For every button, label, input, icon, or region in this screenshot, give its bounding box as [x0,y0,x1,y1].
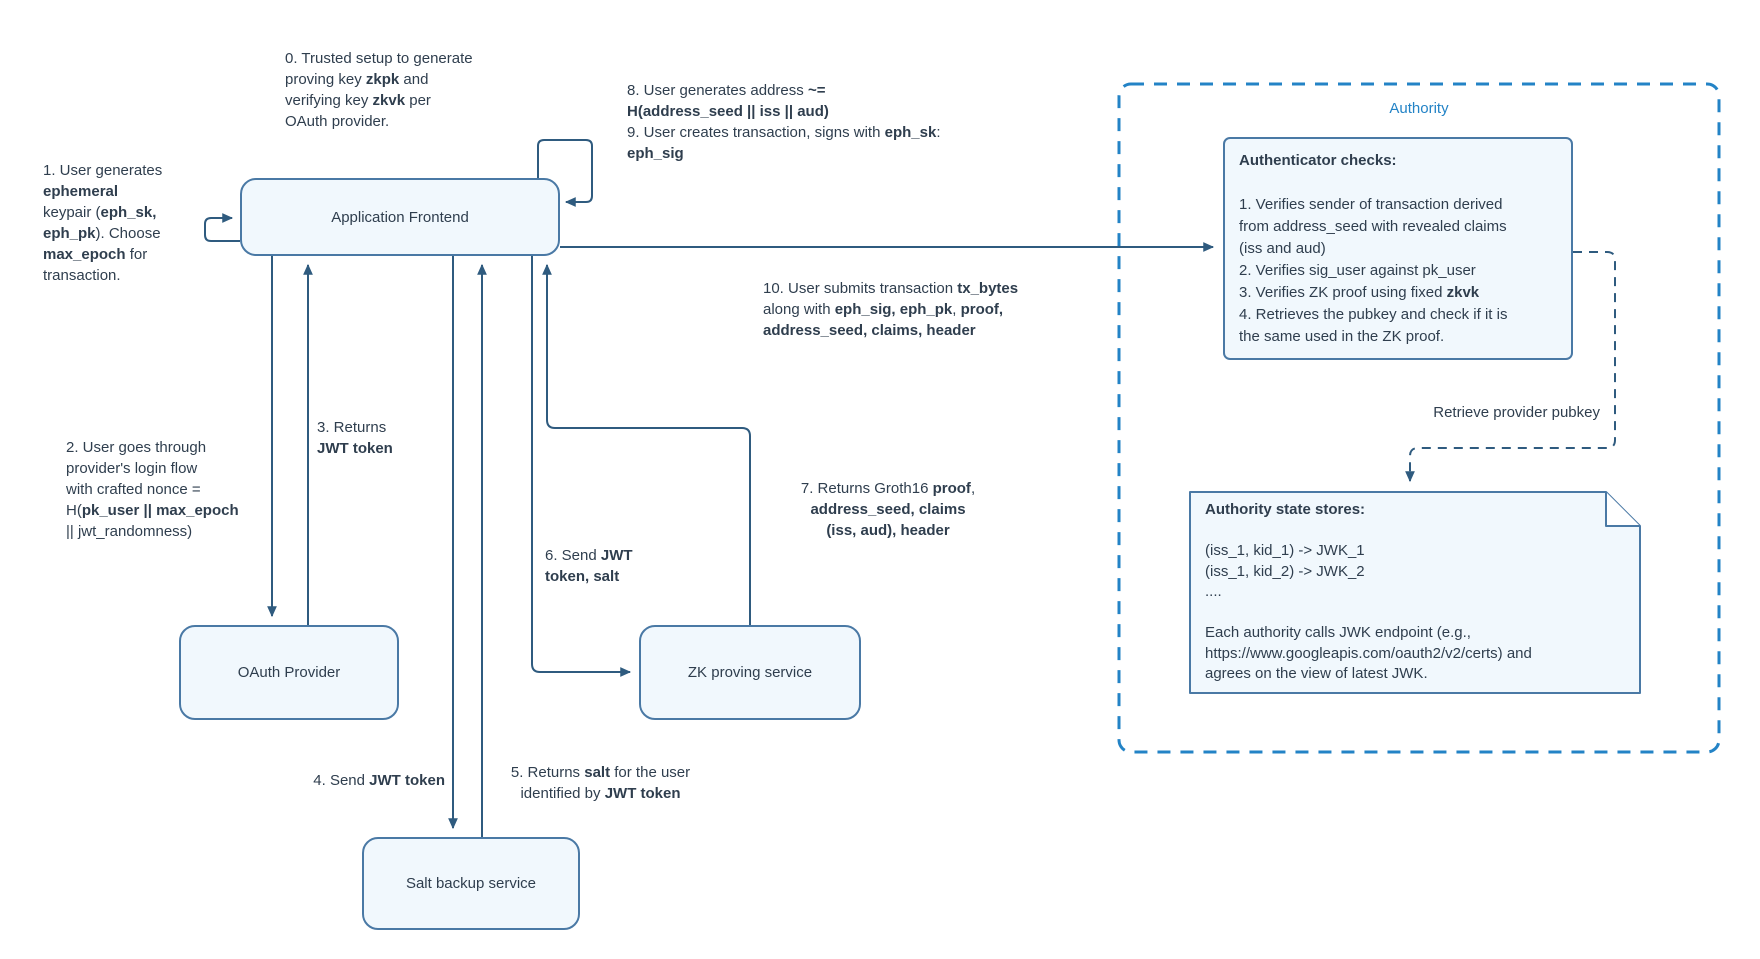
authenticator-checks-box: Authenticator checks: 1. Verifies sender of transaction derived from address_seed with revealed claims (iss and aud) 2. Verifies sig_user against pk_user 3. Verifies ZK proof using fixed zkvk 4. Retrieves the pubkey and check if it is the same used in the ZK proof. [1223,137,1573,360]
retrieve-provider-pubkey-label: Retrieve provider pubkey [1433,404,1600,421]
annotation-step6: 6. Send JWT token, salt [545,547,633,585]
arrow-step1-self-loop [205,218,240,241]
node-salt-backup-service-label: Salt backup service [405,875,537,892]
annotation-step5: 5. Returns salt for the user identified by JWT token [510,764,691,802]
node-oauth-provider [179,625,399,720]
node-oauth-provider-label: OAuth Provider [237,664,341,681]
authority-label: Authority [1389,100,1449,117]
annotation-step10: 10. User submits transaction tx_bytes along with eph_sig, eph_pk, proof, address_seed, claims, header [763,280,1019,339]
annotation-step2: 2. User goes through provider's login flow with crafted nonce = H(pk_user || max_epoch || jwt_randomness) [66,439,239,540]
annotation-step7: 7. Returns Groth16 proof, address_seed, claims (iss, aud), header [800,480,976,539]
node-application-frontend-label: Application Frontend [331,208,469,226]
annotation-step0: 0. Trusted setup to generate proving key zkpk and verifying key zkvk per OAuth provider. [285,50,473,130]
node-application-frontend [240,178,560,256]
annotation-step8-9: 8. User generates address ~= H(address_seed || iss || aud) 9. User creates transaction, signs with eph_sk: eph_sig [627,82,941,162]
node-salt-backup-service [362,837,580,930]
annotation-step3: 3. Returns JWT token [317,419,393,457]
authority-state-stores-text: Authority state stores: (iss_1, kid_1) -> JWK_1 (iss_1, kid_2) -> JWK_2 .... Each authority calls JWK endpoint (e.g., https://www.googleapis.com/oauth2/v2/certs) and agrees on the view of latest JWK. [1205,501,1532,682]
node-zk-proving-service [639,625,861,720]
annotation-step1: 1. User generates ephemeral keypair (eph_sk, eph_pk). Choose max_epoch for transaction. [43,162,163,284]
annotation-step4: 4. Send JWT token [313,772,445,789]
node-zk-proving-service-label: ZK proving service [687,664,813,681]
